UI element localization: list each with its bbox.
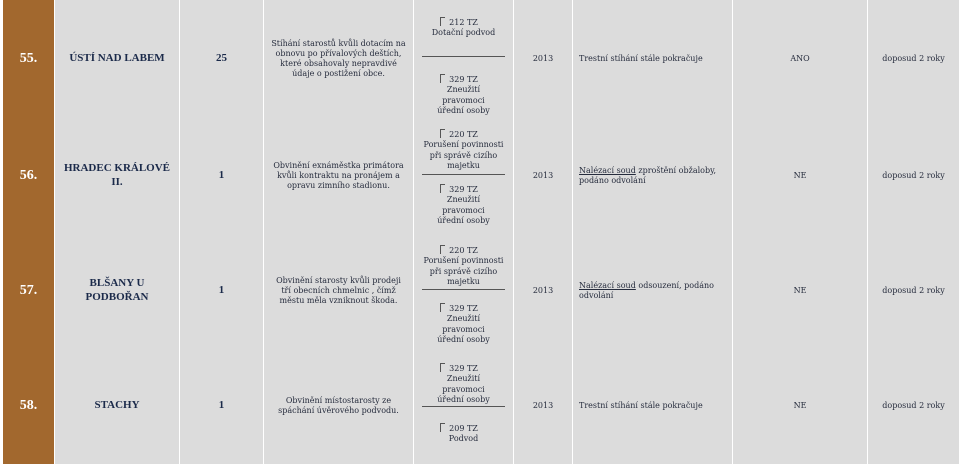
flag-value: ANO: [790, 54, 810, 63]
offense-code: 220 TZ: [449, 130, 478, 139]
duration-cell: [867, 0, 959, 118]
status-detail: odsouzení, podáno odvolání: [579, 281, 714, 300]
bracket-mark: [440, 17, 445, 26]
offense-code: 220 TZ: [449, 246, 478, 255]
offense-code: 329 TZ: [449, 364, 478, 373]
offense-block: [414, 304, 513, 346]
offense-text: Zneužití pravomoci úřední osoby: [437, 314, 490, 345]
flag-value: NE: [793, 286, 807, 295]
offense-text: Podvod: [448, 434, 479, 444]
duration-value: doposud 2 roky: [882, 401, 945, 410]
offense-block: [414, 364, 513, 406]
offense-code: 209 TZ: [449, 424, 478, 433]
flag-cell: [732, 348, 867, 464]
divider: [422, 56, 505, 57]
description-cell: [263, 348, 413, 464]
status-cell: [572, 234, 732, 348]
offense-block: [414, 18, 513, 39]
table-row: [3, 234, 959, 348]
status-text: [573, 348, 732, 464]
status-detail: zproštění obžaloby, podáno odvolání: [579, 166, 717, 185]
offenses-cell: [413, 348, 513, 464]
divider: [422, 289, 505, 290]
row-number-cell: [3, 348, 54, 464]
city-cell: [54, 0, 179, 118]
city-name: BLŠANY U PODBOŘAN: [85, 277, 149, 303]
city-name: STACHY: [94, 399, 140, 412]
bracket-mark: [440, 363, 445, 372]
city-cell: [54, 118, 179, 234]
year-cell: [513, 0, 572, 118]
year-value: 2013: [532, 171, 554, 180]
duration-cell: [867, 234, 959, 348]
bracket-mark: [440, 423, 445, 432]
divider: [422, 406, 505, 407]
flag-cell: [732, 118, 867, 234]
description-text: Obvinění starosty kvůli prodeji tří obecních chmelnic , čímž městu měla vzniknout škoda.: [276, 276, 401, 305]
count-cell: [179, 118, 263, 234]
duration-value: doposud 2 roky: [882, 171, 945, 180]
status-text: [573, 118, 732, 234]
offense-block: [414, 246, 513, 288]
year-value: 2013: [532, 54, 554, 63]
year-value: 2013: [532, 401, 554, 410]
offenses-cell: [413, 0, 513, 118]
offense-block: [414, 130, 513, 172]
row-number-cell: [3, 118, 54, 234]
status-text: [573, 234, 732, 348]
row-number: 58.: [19, 398, 38, 413]
city-name: ÚSTÍ NAD LABEM: [69, 52, 165, 65]
offense-block: [414, 185, 513, 227]
description-cell: [263, 0, 413, 118]
flag-cell: [732, 0, 867, 118]
duration-value: doposud 2 roky: [882, 54, 945, 63]
offenses-cell: [413, 118, 513, 234]
duration-cell: [867, 118, 959, 234]
description-text: Obvinění místostarosty ze spáchání úvěrového podvodu.: [278, 396, 399, 415]
row-number-cell: [3, 0, 54, 118]
count-cell: [179, 0, 263, 118]
offense-code: 329 TZ: [449, 75, 478, 84]
offense-code: 329 TZ: [449, 304, 478, 313]
offenses-cell: [413, 234, 513, 348]
status-cell: [572, 118, 732, 234]
count-value: 1: [218, 169, 225, 182]
duration-value: doposud 2 roky: [882, 286, 945, 295]
status-detail: Trestní stíhání stále pokračuje: [579, 401, 703, 410]
offense-text: Zneužití pravomoci úřední osoby: [437, 85, 490, 116]
offense-block: [414, 424, 513, 445]
city-name: HRADEC KRÁLOVÉ II.: [63, 162, 171, 188]
offense-text: Zneužití pravomoci úřední osoby: [437, 195, 490, 226]
bracket-mark: [440, 303, 445, 312]
city-cell: [54, 234, 179, 348]
table-row: [3, 0, 959, 118]
status-text: [573, 0, 732, 118]
flag-cell: [732, 234, 867, 348]
offense-code: 212 TZ: [449, 18, 478, 27]
divider: [422, 174, 505, 175]
bracket-mark: [440, 184, 445, 193]
status-detail: Trestní stíhání stále pokračuje: [579, 54, 703, 63]
offense-code: 329 TZ: [449, 185, 478, 194]
offense-text: Porušení povinnosti při správě cizího majetku: [423, 140, 504, 171]
year-value: 2013: [532, 286, 554, 295]
status-court: Nalézací soud: [579, 166, 636, 175]
row-number-cell: [3, 234, 54, 348]
table-row: [3, 348, 959, 464]
bracket-mark: [440, 74, 445, 83]
year-cell: [513, 118, 572, 234]
row-number: 57.: [19, 283, 38, 298]
city-cell: [54, 348, 179, 464]
bracket-mark: [440, 245, 445, 254]
description-text: Stíhání starostů kvůli dotacím na obnovu po přívalových deštích, které obsahovaly nepravdivé údaje o postižení obce.: [271, 39, 406, 78]
description-cell: [263, 234, 413, 348]
count-value: 1: [218, 284, 225, 297]
bracket-mark: [440, 129, 445, 138]
table-row: [3, 118, 959, 234]
status-court: Nalézací soud: [579, 281, 636, 290]
description-text: Obvinění exnáměstka primátora kvůli kontraktu na pronájem a opravu zimního stadionu.: [273, 161, 404, 190]
count-value: 1: [218, 399, 225, 412]
row-number: 55.: [19, 51, 38, 66]
count-cell: [179, 348, 263, 464]
offense-text: Dotační podvod: [431, 28, 496, 38]
flag-value: NE: [793, 171, 807, 180]
offense-block: [414, 75, 513, 117]
count-value: 25: [216, 52, 227, 65]
count-cell: [179, 234, 263, 348]
flag-value: NE: [793, 401, 807, 410]
year-cell: [513, 348, 572, 464]
row-number: 56.: [19, 168, 38, 183]
offense-text: Porušení povinnosti při správě cizího majetku: [423, 256, 504, 287]
status-cell: [572, 0, 732, 118]
year-cell: [513, 234, 572, 348]
duration-cell: [867, 348, 959, 464]
offense-text: Zneužití pravomoci úřední osoby: [437, 374, 490, 405]
status-cell: [572, 348, 732, 464]
description-cell: [263, 118, 413, 234]
